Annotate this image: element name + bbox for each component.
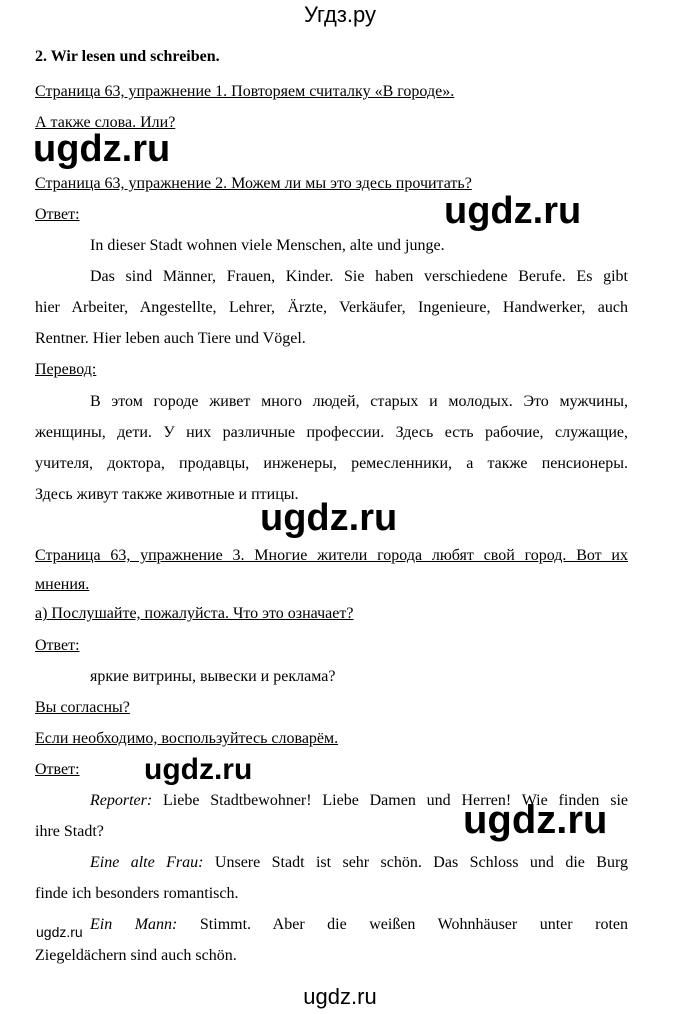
site-footer: ugdz.ru <box>303 984 377 1009</box>
watermark: ugdz.ru <box>33 128 171 170</box>
german-paragraph-2c: Rentner. Hier leben auch Tiere und Vögel. <box>35 330 306 347</box>
translation-line-1: В этом городе живет много людей, старых и молодых. Это мужчины, <box>90 393 628 410</box>
german-paragraph-2b: hier Arbeiter, Angestellte, Lehrer, Ärzte, Verkäufer, Ingenieure, Handwerker, auch <box>35 299 628 316</box>
translation-line-4: Здесь живут также животные и птицы. <box>35 486 299 503</box>
ex3-question-2: Если необходимо, воспользуйтесь словарём. <box>35 730 339 747</box>
ex3-answer-label-2: Ответ: <box>35 761 80 778</box>
dialog-reporter-cont: ihre Stadt? <box>35 823 104 840</box>
ex1-sub: А также слова. Или? <box>35 114 176 131</box>
dialog-man <box>90 915 628 935</box>
speaker-reporter: Reporter: <box>90 792 153 809</box>
translation-line-2: женщины, дети. У них различные профессии. Здесь есть рабочие, служащие, <box>35 424 628 441</box>
speaker-old-woman: Eine alte Frau: <box>90 854 204 871</box>
ex3-part-a: а) Послушайте, пожалуйста. Что это означает? <box>35 605 354 622</box>
reporter-text: Liebe Stadtbewohner! Liebe Damen und Herren! Wie finden sie <box>163 792 629 809</box>
dialog-man-cont: Ziegeldächern sind auch schön. <box>35 947 237 964</box>
watermark: ugdz.ru <box>444 190 582 232</box>
ex3-answer-label: Ответ: <box>35 637 80 654</box>
watermark: ugdz.ru <box>463 798 608 842</box>
ex3-heading-2: мнения. <box>35 576 90 593</box>
ex3-question-1: Вы согласны? <box>35 699 130 716</box>
section-title: 2. Wir lesen und schreiben. <box>35 48 220 65</box>
translation-label: Перевод: <box>35 361 97 378</box>
ex1-heading: Страница 63, упражнение 1. Повторяем считалку «В городе». <box>35 83 455 100</box>
watermark: ugdz.ru <box>144 753 253 786</box>
translation-line-3: учителя, доктора, продавцы, инженеры, ремесленники, а также пенсионеры. <box>35 455 628 472</box>
dialog-old-woman-cont: finde ich besonders romantisch. <box>35 885 239 902</box>
ex2-heading: Страница 63, упражнение 2. Можем ли мы это здесь прочитать? <box>35 175 472 192</box>
dialog-old-woman <box>90 853 628 873</box>
german-paragraph-1: In dieser Stadt wohnen viele Menschen, alte und junge. <box>90 237 445 254</box>
watermark: ugdz.ru <box>260 497 398 539</box>
watermark: ugdz.ru <box>36 924 83 940</box>
ex2-answer-label: Ответ: <box>35 206 80 223</box>
speaker-man: Ein Mann: <box>90 916 178 933</box>
site-header: Угдз.ру <box>303 2 377 27</box>
ex3-answer: яркие витрины, вывески и реклама? <box>90 668 336 685</box>
ex3-heading-1: Страница 63, упражнение 3. Многие жители города любят свой город. Вот их <box>35 547 628 564</box>
german-paragraph-2a: Das sind Männer, Frauen, Kinder. Sie haben verschiedene Berufe. Es gibt <box>90 268 628 285</box>
old-woman-text: Unsere Stadt ist sehr schön. Das Schloss und die Burg <box>214 854 629 871</box>
man-text: Stimmt. Aber die weißen Wohnhäuser unter roten <box>199 916 629 933</box>
